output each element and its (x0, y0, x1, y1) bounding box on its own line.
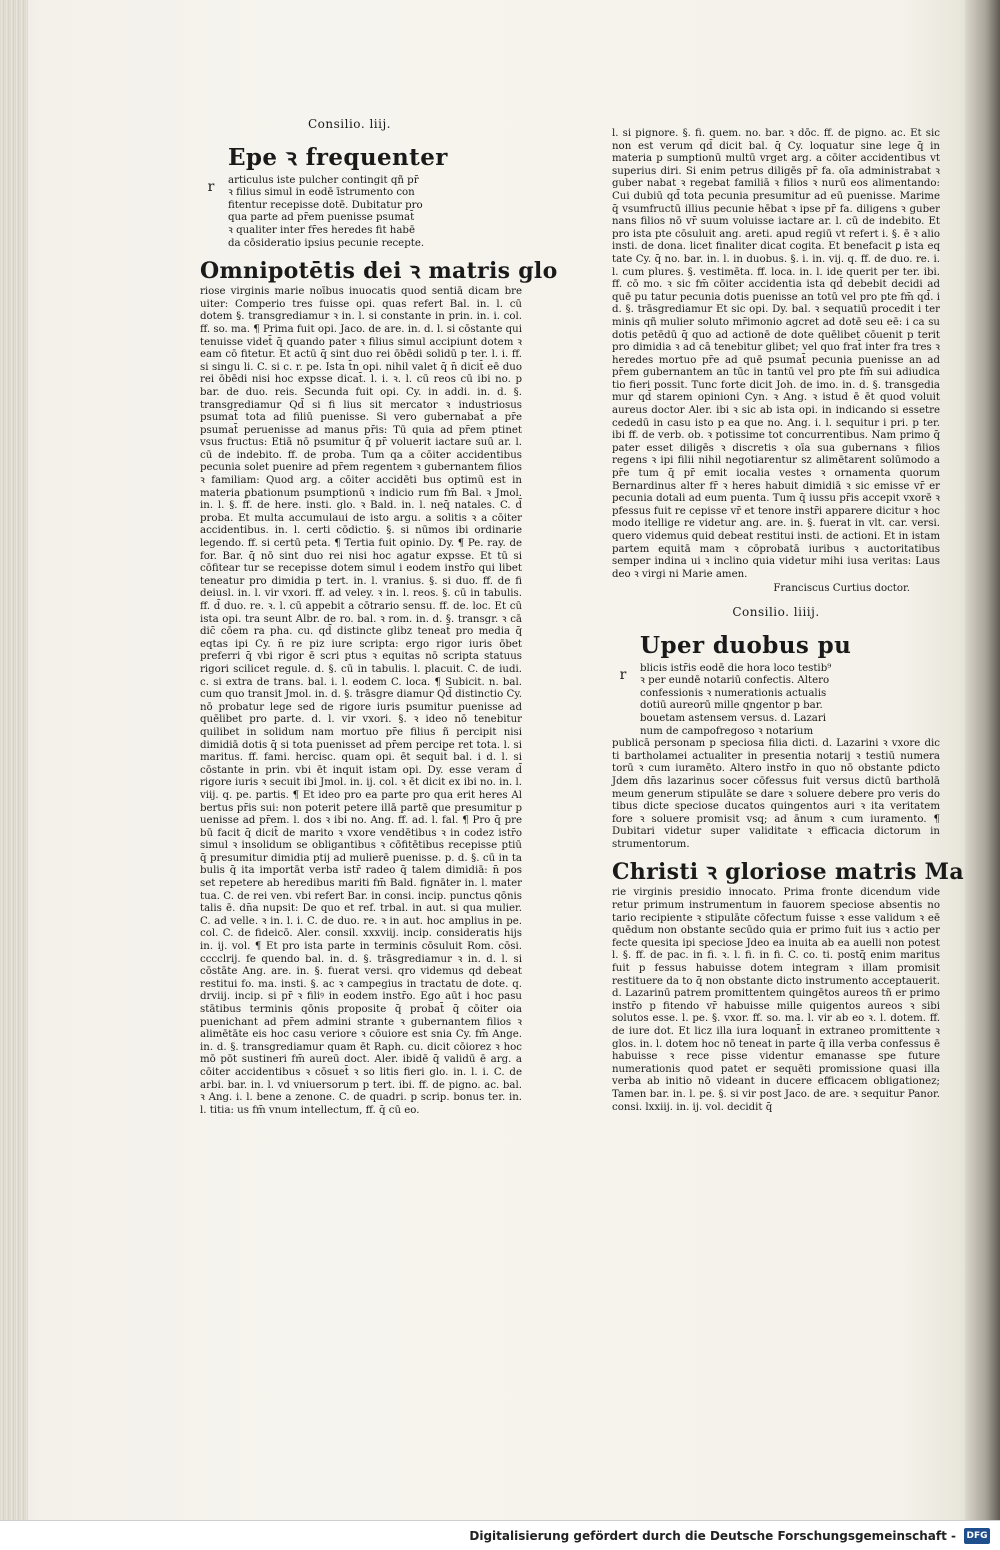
page-edge (965, 0, 1000, 1520)
incipit-line: fitentur recepisse dotē. Dubitatur pro (228, 199, 423, 211)
margin-mark: r (207, 178, 215, 195)
incipit-line: ꝛ per eundē notariū confectis. Altero (640, 675, 830, 687)
display-line-2: Christi ꝛ gloriose matris Ma (612, 859, 964, 886)
body-text (200, 286, 522, 1117)
incipit-line: dotiū aureorū mille qngentor p bar. (640, 700, 823, 712)
incipit-line: da cōsideratio ipsius pecunie recepte. (228, 237, 425, 249)
dfg-logo-icon: DFG (964, 1528, 990, 1544)
footer-bar (0, 1520, 1000, 1550)
page-gutter (0, 0, 28, 1550)
incipit-line: articulus iste pulcher contingit qñ pr̄ (228, 174, 419, 186)
body-text-3 (612, 887, 940, 1114)
right-column (612, 128, 964, 1114)
incipit-block (200, 145, 522, 251)
body-paragraph: publicā personam p speciosa filia dicti. d. Lazarini ꝛ vxore dic ti bartholamei actualiter in presentia notarij ꝛ testiū numera torū ꝛ cum iuramēto. Altero instr̄o in quo nō obstante pdicto Jdem dn̄s lazarinus socer cōfessus fuit versus dictū bartholā meum generum stipulāte se dare ꝛ soluere debere pro veris do tibus dicte speciose ducatos quingentos auri ꝛ ita veritatem fore ꝛ soluere promisit vsq; ad ānum ꝛ cum iuramento. ¶ Dubitari videtur super validitate ꝛ efficacia dictorum in strumentorum. (612, 738, 940, 850)
incipit-title: Epe ꝛ frequenter (228, 143, 448, 171)
margin-mark: r (619, 666, 627, 683)
display-line: Omnipotētis dei ꝛ matris glo (200, 258, 558, 285)
funding-notice: Digitalisierung gefördert durch die Deutsche Forschungsgemeinschaft - (469, 1528, 956, 1543)
incipit-line: ꝛ filius simul in eodē īstrumento con (228, 187, 415, 199)
incipit-line: num de campofregoso ꝛ notarium (640, 725, 814, 737)
signature: Franciscus Curtius doctor. (773, 583, 910, 595)
body-paragraph: l. si pignore. §. fi. quem. no. bar. ꝛ dōc. ff. de pigno. ac. Et sic non est verum qd̄ dicit bal. q̄ Cy. loquatur sine lege q̄ in materia p sumptionū multū vrget arg. a cōiter accidentibus vt superius diri. Si enim petrus diligēs pr̄ fa. oīa administrabat ꝛ guber nabat ꝛ regebat familiā ꝛ filios ꝛ nurū eos alimentando: Cui dubiū qd̄ tota pecunia presumitur ad eū puenisse. Marime q̄ vsumfructū illius pecunie hēbat ꝛ ipse pr̄ fa. diligens ꝛ guber nans filios nō vr̄ suum voluisse iactare ar. l. cū de indebito. Et pro ista pte cōsuluit ang. areti. apud regiū vt refert i. §. ē ꝛ alio insti. de dona. licet finaliter dicat cogita. Et benefacit ꝑ ista eq tate Cy. q̄ no. bar. in. l. in duobus. §. i. in. vij. q. ff. de duo. re. i. l. cum plures. §. vestimēta. ff. loca. in. l. ide querit per ter. ibi. ff. cō mo. ꝛ sic fm̄ cōiter accidentia ista qd̄ debebit decidi ad quē pu tatur pecunia dotis puenisse an totū vel pro pte fm̄ qd̄. i d. §. trāsgrediamur Et sic opi. Dy. bal. ꝛ sequatiū procedit i ter minis qñ mulier soluto mr̄imonio agcret ad dotē seu eē: i ca su dotis petēdū q̄ quo ad actionē de dote quēlibet cōuenit p terit pro dimidia ꝛ ad cā tenebitur glibet; vel quo frat̄ inter fra tres ꝛ heredes mortuo pr̄e ad quē psumat̄ pecunia puenisse an ad pr̄em gubernantem an tūc in tantū vel pro pte fm̄ sui adiudica tio fieri possit. Tunc forte dicit Joh. de imo. in. d. §. transgedia mur qd̄ starem opinioni Cyn. ꝛ Ang. ꝛ istud ē ēt quod voluit aureus doctor Aler. ibi ꝛ sic ab ista opi. in indicando si essetre cededū in casu isto p ea que no. Ang. i. l. sequitur i pri. p ter. ibi ff. de verb. ob. ꝛ potissime tot concurrentibus. Nam primo q̄ pater esset diligēs ꝛ discretis ꝛ oīa sua gubernans ꝛ filios regens ꝛ ipi filii nihil negotiarentur sz alimētarent solūmodo a pr̄e tum q̄ pr̄ emit iocalia vestes ꝛ ornamenta quorum Bernardinus alter fr̄ ꝛ heres habuit dimidiā ꝛ sic emisse vr̄ er pecunia dotali ad eum puenta. Tum q̄ iussu pr̄is accepit vxorē ꝛ pfessus fuit re cepisse vr̄ et tenore instr̄i apparere dicitur ꝛ hoc modo itellige re videtur ang. are. in. §. fuerat in vlt. car. versi. quero videmus quid debeat restitui insti. de actioni. Et in istam partem equitā mam ꝛ cōprobatā iuribus ꝛ auctoritatibus semper indina ui ꝛ inclino quia videtur mihi iusa veritas: Laus deo ꝛ virgi ni Marie amen. (612, 128, 940, 580)
body-paragraph: rie virginis presidio innocato. Prima fronte dicendum vide retur primum instrumentum in fauorem speciose absentis no tario recipiente ꝛ stipulāte cōfectum fuisse ꝛ esse validum ꝛ eē quēdum non obstante secūdo quia er primo fuit ius ꝛ actio per fecte quesita ipi speciose Jdeo ea inuita ab ea auelli non potest l. §. ff. de pac. in fi. ꝛ. l. fi. in fi. C. co. ti. postq̄ enim maritus fuit p fessus habuisse dotem integram ꝛ illam promisit restituere da to q̄ non obstante dicto instrumento acceptauerit. d. Lazarinū patrem promittentem quingētos aureos tñ er primo instr̄o p fitendo vr̄ habuisse mille quigentos aureos ꝛ sibi solutos esse. l. pe. §. vxor. ff. so. ma. l. vir ab eo ꝛ. l. dotem. ff. de iure dot. Et licz illa iura loquant̄ in extraneo promittente ꝛ glos. in. l. dotem hoc nō teneat in parte q̄ illa verba confessus ē habuisse ꝛ rece pisse videntur emanasse spe future numerationis quod patet er sequēti promissione quasi illa verba ab initio nō videant in ducere efficacem obligationez; Tamen bar. in. l. pe. §. si vir post Jaco. de are. ꝛ sequitur Panor. consi. lxxiij. in. ij. vol. decidit q̄ (612, 887, 940, 1113)
consilium-heading: Consilio. liij. (308, 117, 391, 131)
body-text-2 (612, 738, 940, 851)
consilium-heading-2: Consilio. liiij. (732, 604, 820, 619)
incipit-line: blicis istr̄is eodē die hora loco testib⁹ (640, 662, 832, 674)
body-paragraph: riose virginis marie noībus inuocatis quod sentiā dicam bre uiter: Comperio tres fuisse opi. quas refert Bal. in. l. cū dotem §. transgrediamur ꝛ in. l. si constante in prin. in. i. col. ff. so. ma. ¶ Prima fuit opi. Jaco. de are. in. d. l. si cōstante qui tenuisse videt̄ q̄ quando pater ꝛ filius simul accipiunt dotem ꝛ eam cō fitetur. Et actū q̄ sint duo rei ōbēdi solidū p ter. l. i. ff. si singu li. C. si c. r. pe. Ista t̄n opi. nihil valet q̄ n̄ dicit̄ eē duo rei ōbēdi nisi hoc expsse dicat̄. l. i. ꝛ. l. cū reos cū ibi no. p bar. de duo. reis. Secunda fuit opi. Cy. in addi. in. d. §. transgrediamur Qd̄ si fi lius sit mercator ꝛ industriosus psumat̄ tota ad filiū puenisse. Si vero gubernabat̄ a pr̄e psumat̄ peruenisse ad manus pr̄is: Tū quia ad pr̄em ptinet vsus fructus: Etiā nō psumitur q̄ pr̄ voluerit iactare suū ar. l. cū de indebito. ff. de proba. Tum qa a cōiter accidentibus pecunia solet puenire ad pr̄em regentem ꝛ gubernantem filios ꝛ familiam: Quod arg. a cōiter accidēti bus optimū est in materia ꝑbationum psumptionū ꝛ indicio rum fm̄ Bal. ꝛ Jmol. in. l. §. ff. de here. insti. glo. ꝛ Bald. in. l. neq̄ natales. C. d̄ proba. Et multa accumulaui de isto argu. a solitis ꝛ a cōiter accidentibus. in. l. certi cōdictio. §. si nūmos ibi ordinarie legendo. ff. si certū peta. ¶ Tertia fuit opinio. Dy. ¶ Pe. ray. de for. Bar. q̄ nō sint duo rei nisi hoc agatur expsse. Et tū si cōfitear tur se recepisse dotem simul i eodem instr̄o qui libet teneatur pro dimidia p tert. in. l. vranius. §. si duo. ff. de fi deiusl. in. l. vir vxori. ff. ad veley. ꝛ in. l. reos. §. cū in tabulis. ff. d̄ duo. re. ꝛ. l. cū appebit a cōtrario sensu. ff. de. loc. Et cū ista opi. tra seunt Albr. de ro. bal. ꝛ rom. in. d. §. transgr. ꝛ cā dic̄ cōem ra pha. cu. qd̄ distincte glibz teneat̄ pro media q̄ eqtas ipi Cy. n̄ re piz iure scripta: ergo rigor iuris ōbet preferri q̄ vbi rigor ē scri ptus ꝛ equitas nō scripta statuus rigori scilicet regule. d. §. cū in tabulis. l. placuit. C. de iudi. c. si extra de trans. bal. i. l. eodem C. loca. ¶ Subicit. n. bal. cum quo transit Jmol. in. d. §. trāsgre diamur Qd̄ distinctio Cy. nō probatur lege sed de rigore iuris psumitur puenisse ad quēlibet pro parte. d. l. vir vxori. §. ꝛ ideo nō tenebitur quilibet in solidum nam mortuo pr̄e filius ñ percipit nisi dimidiā dotis q̄ si tota puenisset ad pr̄em percipe ret tota. l. si maritus. ff. fami. hercisc. quam opi. ēt sequit̄ bal. i d. l. si cōstante in prin. vbi ēt inquit istam opi. Dy. esse veram d̄ rigore iuris ꝛ secuit ibi Jmol. in. ij. col. ꝛ ēt dicit ex ibi no. in. l. viij. q. pe. partis. ¶ Et ideo pro ea parte pro qua erit heres Al bertus pr̄is sui: non poterit petere illā partē que presumitur p uenisse ad pr̄em. l. dos ꝛ ibi no. Ang. ff. ad. l. fal. ¶ Pro q̄ pre bū facit q̄ dicit̄ de marito ꝛ vxore vendētibus ꝛ in codez istr̄o simul ꝛ insolidum se obligantibus ꝛ cōfitētibus recepisse ptiū q̄ presumitur dimidia ptij ad mulierē puenisse. p. d. §. cū in ta bulis q̄ ita importāt verba istr̄ radeo q̄ talem dimidiā: n̄ pos set repetere ab heredibus mariti fm̄ Bald. fignāter in. l. mater tua. C. de rei ven. vbi refert Bar. in consi. incip. punctus qōnis talis ē. dn̄a nupsit: De quo et ref. trbal. in aut. si qua mulier. C. ad velle. ꝛ in. l. i. C. de duo. re. ꝛ in aut. hoc amplius in pe. col. C. de fideicō. Aler. consil. xxxviij. incip. consideratis hijs in. ij. vol. ¶ Et pro ista parte in terminis cōsuluit Rom. cōsi. cccclrij. fe quendo bal. in. d. §. trāsgrediamur ꝛ in. d. l. si cōstāte Ang. are. in. §. fuerat versi. qro videmus qd debeat restitui fo. ma. insti. §. ac ꝛ campegius in tractatu de dote. q. drviij. incip. si pr̄ ꝛ filiꝰ in eodem instr̄o. Ego aūt i hoc pasu stātibus terminis qōnis proposite q̄ probat̄ q̄ cōiter oia puenichant ad pr̄em admini strante ꝛ gubernantem filios ꝛ alimētāte eis hoc casu veriore ꝛ cōuiore est snia Cy. fm̄ Ange. in. d. §. transgrediamur quam ēt Raph. cu. dicit cōiorez ꝛ hoc mō pōt sustineri fm̄ aureū doct. Aler. ibidē q̄ validū ē arg. a cōiter accidentibus ꝛ cōsuet̄ ꝛ so litis fieri glo. in. l. i. C. de arbi. bar. in. l. vd vniuersorum p tert. ibi. ff. de pigno. ac. bal. ꝛ Ang. i. l. bene a zenone. C. de quadri. p scrip. bonus ter. in. l. titia: us fm̄ vnum intellectum, ff. q̄ cū eo. (200, 286, 522, 1116)
incipit-line: ꝛ qualiter inter fr̄es heredes fit habē (228, 224, 415, 236)
incipit-line: confessionis ꝛ numerationis actualis (640, 687, 827, 699)
incipit-line: bouetam astensem versus. d. Lazari (640, 712, 827, 724)
incipit-block-2 (612, 633, 940, 739)
left-column (200, 117, 558, 1117)
continuation-text (612, 128, 940, 581)
incipit-title-2: Uper duobus pu (640, 631, 852, 659)
incipit-line: qua parte ad pr̄em puenisse psumat̄ (228, 212, 415, 224)
